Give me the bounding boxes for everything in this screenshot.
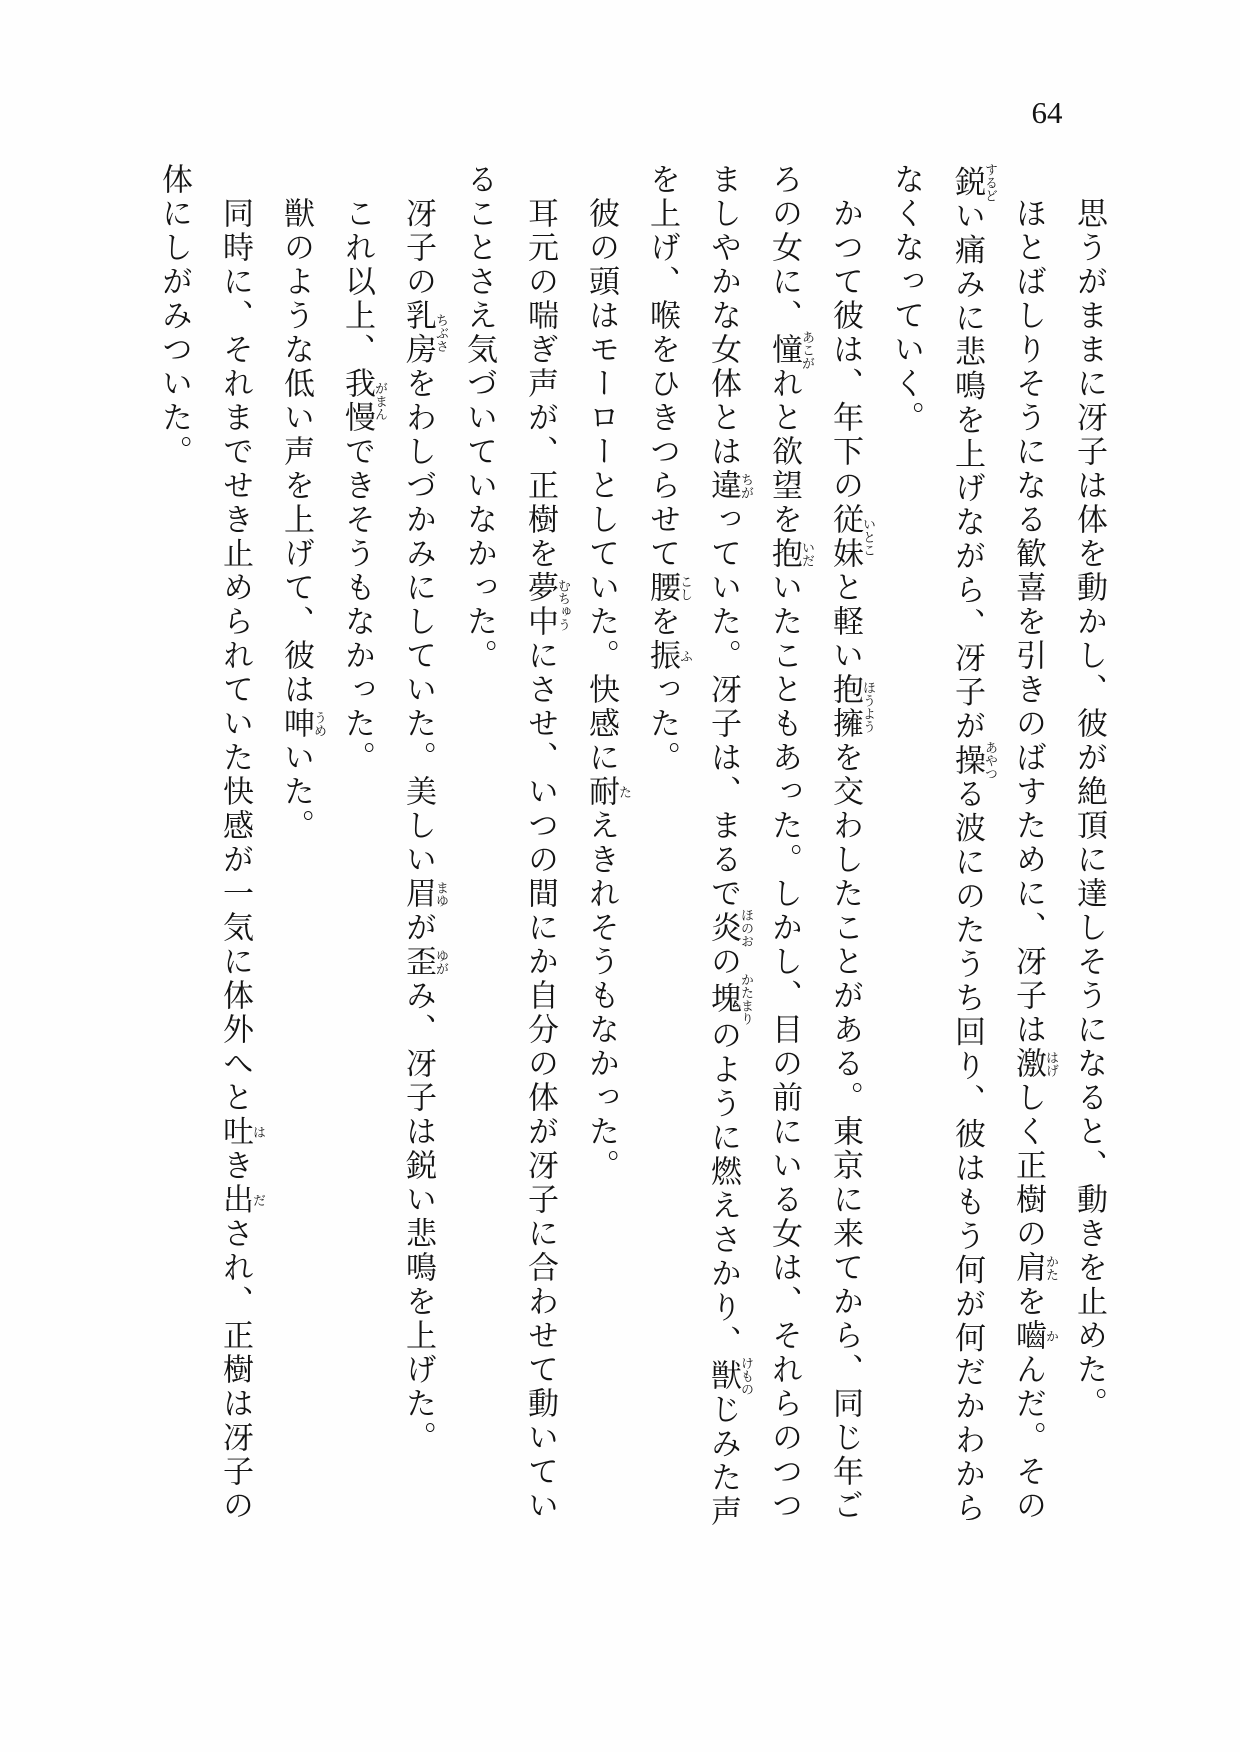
ruby-annotated-word: 抱いだ <box>767 537 815 571</box>
ruby-annotated-word: 腰こし <box>645 571 693 605</box>
text-line: 鋭するどい痛みに悲鳴を上げながら、冴子が操あやつる波にのたうち回り、彼はもう何が何だかわから <box>950 163 998 1526</box>
ruby-annotated-word: 従妹いとこ <box>828 503 876 571</box>
ruby-annotated-word: 激はげ <box>1011 1047 1059 1081</box>
vertical-text-block <box>140 163 1120 1563</box>
text-line: ましやかな女体とは違ちがっていた。冴子は、まるで炎ほのおの塊かたまりのように燃えさかり、獣けものじみた声 <box>706 163 754 1529</box>
ruby-annotated-word: 我慢がまん <box>340 367 388 435</box>
ruby-annotated-word: 憧あこが <box>767 330 815 370</box>
text-line: 思うがままに冴子は体を動かし、彼が絶頂に達しそうになると、動きを止めた。 <box>1072 197 1107 1421</box>
ruby-annotated-word: 呻うめ <box>279 707 327 741</box>
ruby-annotated-word: 違ちが <box>706 469 754 503</box>
ruby-annotated-word: 吐は <box>218 1115 266 1149</box>
ruby-annotated-word: 歪ゆが <box>401 945 449 979</box>
text-line: なくなっていく。 <box>889 163 924 435</box>
ruby-annotated-word: 耐た <box>584 775 632 809</box>
text-line: 彼の頭はモーローとしていた。快感に耐たえきれそうもなかった。 <box>584 197 632 1183</box>
ruby-annotated-word: 夢中むちゅう <box>523 571 571 639</box>
text-line: 耳元の喘ぎ声が、正樹を夢中むちゅうにさせ、いつの間にか自分の体が冴子に合わせて動いてい <box>523 197 571 1523</box>
ruby-annotated-word: 塊かたまり <box>706 973 754 1025</box>
text-line: かつて彼は、年下の従妹いとこと軽い抱擁ほうようを交わしたことがある。東京に来てから、同じ年ご <box>828 197 876 1523</box>
ruby-annotated-word: 嚙か <box>1011 1319 1059 1353</box>
ruby-annotated-word: 肩かた <box>1011 1251 1059 1285</box>
text-line: これ以上、我慢がまんできそうもなかった。 <box>340 197 388 775</box>
text-line: を上げ、喉をひきつらせて腰こしを振ふった。 <box>645 163 693 775</box>
ruby-annotated-word: 出だ <box>218 1183 266 1217</box>
ruby-annotated-word: 獣けもの <box>706 1356 754 1396</box>
ruby-annotated-word: 乳房ちぶさ <box>401 299 449 367</box>
text-line: 同時に、それまでせき止められていた快感が一気に体外へと吐はき出だされ、正樹は冴子の <box>218 197 266 1523</box>
ruby-annotated-word: 眉まゆ <box>401 877 449 911</box>
ruby-annotated-word: 振ふ <box>645 639 693 673</box>
text-line: ることさえ気づいていなかった。 <box>462 163 497 673</box>
text-line: ほとばしりそうになる歓喜を引きのばすために、冴子は激はげしく正樹の肩かたを嚙かんだ。その <box>1011 197 1059 1523</box>
page-number: 64 <box>1031 95 1063 130</box>
ruby-annotated-word: 炎ほのお <box>706 908 754 948</box>
ruby-annotated-word: 鋭するど <box>950 163 998 202</box>
text-line: 獣のような低い声を上げて、彼は呻うめいた。 <box>279 197 327 843</box>
ruby-annotated-word: 抱擁ほうよう <box>828 673 876 741</box>
text-line: 体にしがみついた。 <box>157 163 192 469</box>
text-line: 冴子の乳房ちぶさをわしづかみにしていた。美しい眉まゆが歪ゆがみ、冴子は鋭い悲鳴を上げた。 <box>401 197 449 1455</box>
ruby-annotated-word: 操あやつ <box>950 741 998 780</box>
text-line: ろの女に、憧あこがれと欲望を抱いだいたこともあった。しかし、目の前にいる女は、それらのつつ <box>767 163 815 1523</box>
